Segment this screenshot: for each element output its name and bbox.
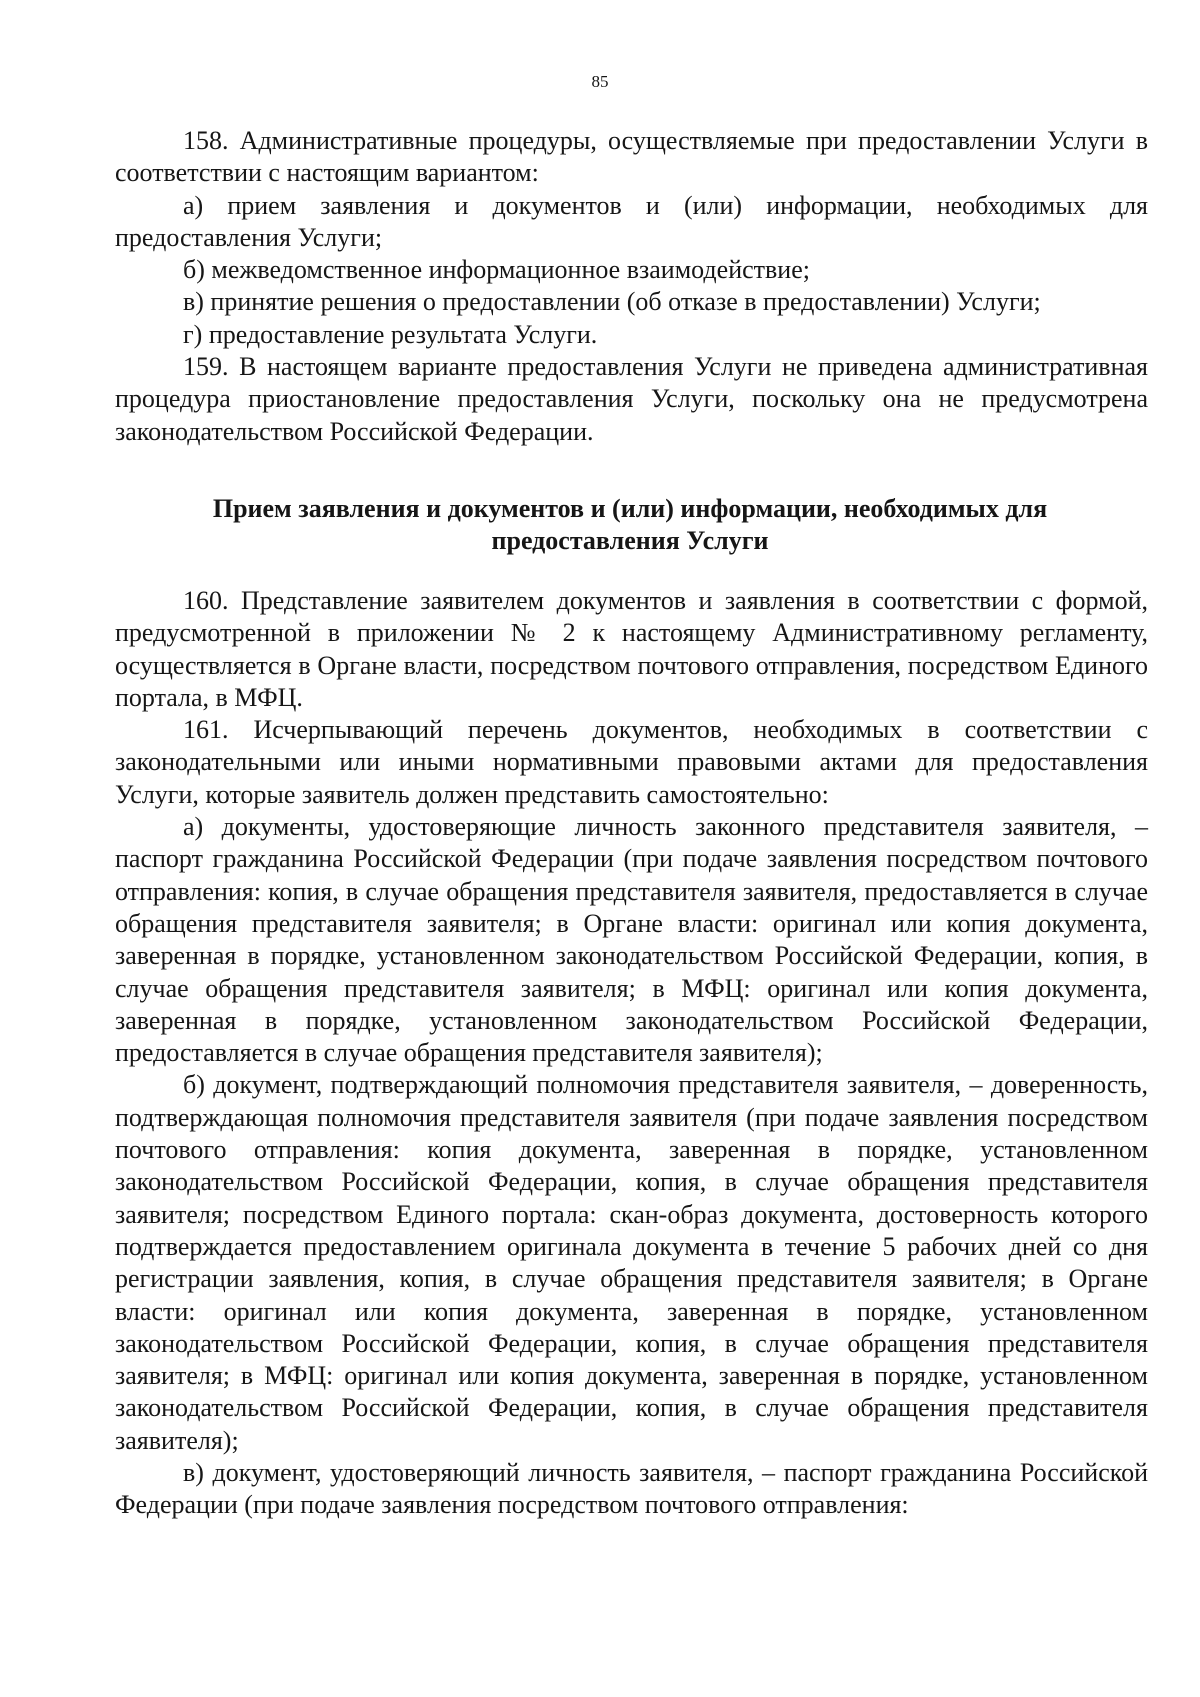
list-item-a-reception: а) прием заявления и документов и (или) информации, необходимых для предоставления Услуги; xyxy=(115,190,1148,252)
list-item-a-representative-identity: а) документы, удостоверяющие личность законного представителя заявителя, – паспорт гражданина Российской Федерации (при подаче заявления посредством почтового отправления: копия, в случае обращения представителя заявителя, предоставляется в случае обращения представителя заявителя; в Органе власти: оригинал или копия документа, заверенная в порядке, установленном законодательством Российской Федерации, копия, в случае обращения представителя заявителя; в МФЦ: оригинал или копия документа, заверенная в порядке, установленном законодательством Российской Федерации, предоставляется в случае обращения представителя заявителя); xyxy=(115,812,1148,1068)
list-item-g-result: г) предоставление результата Услуги. xyxy=(183,319,598,349)
text-block-documents xyxy=(115,585,1148,1522)
paragraph-158: 158. Административные процедуры, осуществляемые при предоставлении Услуги в соответствии с настоящим вариантом: xyxy=(115,126,1148,188)
list-item-v-applicant-identity: в) документ, удостоверяющий личность заявителя, – паспорт гражданина Российской Федерации (при подаче заявления посредством почтового отправления: xyxy=(115,1458,1148,1520)
section-heading: Прием заявления и документов и (или) информации, необходимых для предоставления Услуги xyxy=(212,494,1048,556)
paragraph-159: 159. В настоящем варианте предоставления Услуги не приведена административная процедура приостановление предоставления Услуги, поскольку она не предусмотрена законодательством Российской Федерации. xyxy=(115,352,1148,446)
paragraph-160: 160. Представление заявителем документов и заявления в соответствии с формой, предусмотренной в приложении № 2 к настоящему Административному регламенту, осуществляется в Органе власти, посредством почтового отправления, посредством Единого портала, в МФЦ. xyxy=(115,586,1148,712)
text-block-procedures xyxy=(115,125,1148,448)
list-item-b-interaction: б) межведомственное информационное взаимодействие; xyxy=(183,255,810,285)
list-item-v-decision: в) принятие решения о предоставлении (об отказе в предоставлении) Услуги; xyxy=(183,287,1041,317)
page-number: 85 xyxy=(591,72,609,91)
list-item-b-power-of-attorney: б) документ, подтверждающий полномочия представителя заявителя, – доверенность, подтверждающая полномочия представителя заявителя (при подаче заявления посредством почтового отправления: копия документа, заверенная в порядке, установленном законодательством Российской Федерации, копия, в случае обращения представителя заявителя; посредством Единого портала: скан-образ документа, достоверность которого подтверждается предоставлением оригинала документа в течение 5 рабочих дней со дня регистрации заявления, копия, в случае обращения представителя заявителя; в Органе власти: оригинал или копия документа, заверенная в порядке, установленном законодательством Российской Федерации, копия, в случае обращения представителя заявителя; в МФЦ: оригинал или копия документа, заверенная в порядке, установленном законодательством Российской Федерации, копия, в случае обращения представителя заявителя); xyxy=(115,1070,1148,1455)
paragraph-161: 161. Исчерпывающий перечень документов, необходимых в соответствии с законодательными или иными нормативными правовыми актами для предоставления Услуги, которые заявитель должен представить самостоятельно: xyxy=(115,715,1148,809)
